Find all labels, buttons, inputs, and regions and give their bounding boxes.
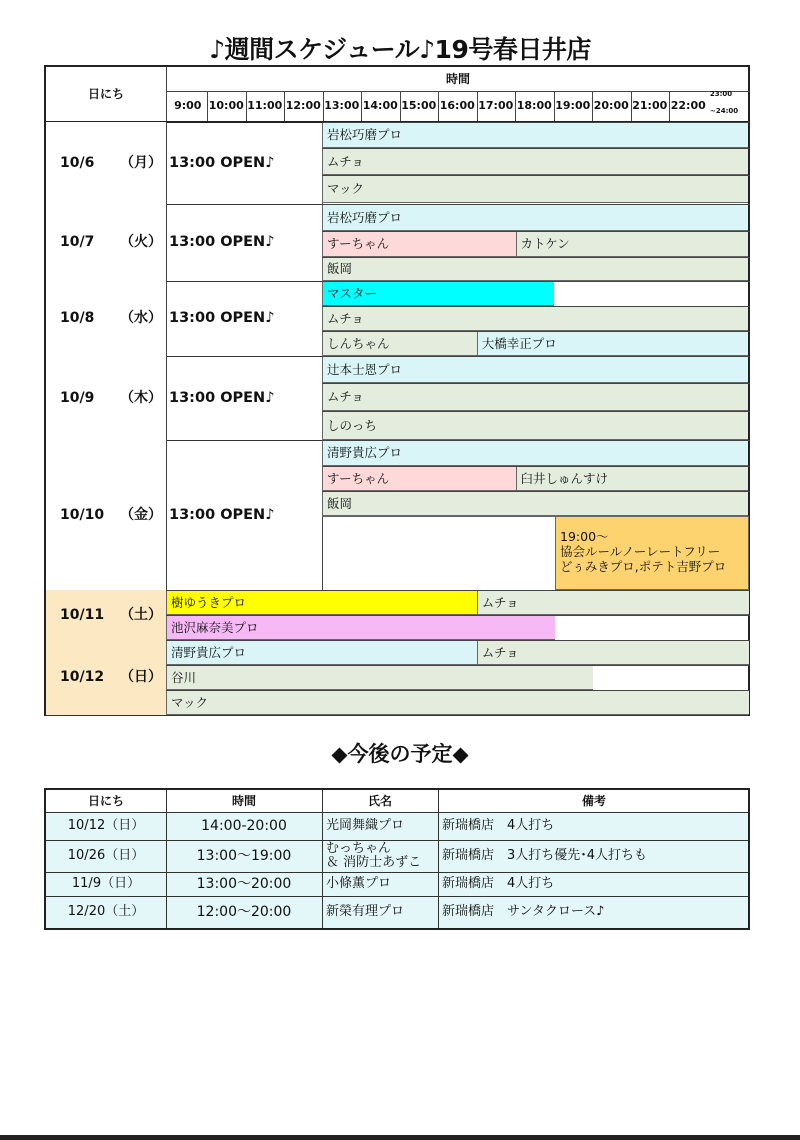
- future-date: 11/9（日）: [71, 876, 141, 891]
- row-line: [322, 175, 750, 176]
- shift-bar: 岩松巧磨プロ: [322, 122, 748, 148]
- future-name: 光岡舞織プロ: [326, 818, 405, 833]
- day-weekday: （火）: [120, 234, 162, 250]
- shift-bar: 飯岡: [322, 257, 748, 281]
- shift-bar: 辻本士恩プロ: [322, 356, 748, 383]
- hour-label: 13:00: [324, 99, 360, 112]
- future-header: 氏名: [367, 794, 392, 808]
- shift-bar: マック: [166, 690, 749, 715]
- future-time: 13:00～20:00: [196, 876, 292, 892]
- future-header: 時間: [231, 794, 256, 808]
- hour-divider: [284, 91, 285, 121]
- shift-bar: しのっち: [322, 411, 748, 440]
- shift-bar: ムチョ: [322, 148, 748, 175]
- hour-label: 11:00: [247, 99, 283, 112]
- day-open-label: 13:00 OPEN♪: [169, 234, 275, 250]
- row-line: [322, 356, 750, 357]
- hour-divider: [323, 91, 324, 121]
- event-text: どぅみきプロ,ポテト吉野プロ: [560, 559, 727, 574]
- future-note: 新瑞橋店 4人打ち: [442, 876, 555, 891]
- day-weekday: （金）: [120, 507, 162, 523]
- day-date: 10/6: [60, 155, 95, 171]
- hour-label: 19:00: [555, 99, 591, 112]
- shift-bar: 岩松巧磨プロ: [322, 204, 748, 231]
- shift-bar: 清野貴広プロ: [322, 440, 748, 466]
- day-date: 10/11: [60, 607, 105, 623]
- hour-divider: [246, 91, 247, 121]
- shift-bar: 池沢麻奈美プロ: [166, 615, 555, 640]
- shift-bar: 樹ゆうきプロ: [166, 590, 477, 615]
- day-date-divider: [166, 440, 167, 590]
- future-date: 10/12（日）: [67, 818, 145, 833]
- day-date: 10/7: [60, 234, 95, 250]
- hour-divider: [477, 91, 478, 121]
- day-date: 10/12: [60, 669, 105, 685]
- future-name: 新榮有理プロ: [326, 904, 405, 919]
- hour-label: 17:00: [478, 99, 514, 112]
- day-weekday: （月）: [120, 155, 162, 171]
- bottom-divider: [0, 1135, 800, 1140]
- event-empty: [322, 516, 555, 590]
- hour-label: 20:00: [593, 99, 629, 112]
- shift-bar: ムチョ: [322, 306, 748, 331]
- event-text: 19:00～: [560, 529, 609, 544]
- hour-label: 16:00: [439, 99, 475, 112]
- shift-bar: 臼井しゅんすけ: [516, 466, 748, 491]
- hour-divider: [554, 91, 555, 121]
- day-date: 10/10: [60, 507, 105, 523]
- day-open-label: 13:00 OPEN♪: [169, 390, 275, 406]
- hour-label: 14:00: [362, 99, 398, 112]
- time-column-header: 時間: [445, 72, 470, 86]
- row-line: [322, 306, 750, 307]
- shift-bar: しんちゃん: [322, 331, 477, 356]
- header-time-split: [166, 91, 750, 92]
- future-schedule-table: [44, 788, 750, 930]
- event-text: 協会ルールノーレートフリー: [560, 544, 721, 559]
- event-box: [555, 516, 749, 590]
- day-open-label: 13:00 OPEN♪: [169, 507, 275, 523]
- day-date: 10/8: [60, 310, 95, 326]
- shift-bar: 飯岡: [322, 491, 748, 516]
- day-date-cell: [46, 440, 166, 590]
- day-date-cell: [46, 281, 166, 356]
- hour-divider: [400, 91, 401, 121]
- row-line: [322, 281, 750, 282]
- shift-bar: ムチョ: [322, 383, 748, 411]
- row-line: [322, 331, 750, 332]
- hour-label: 18:00: [516, 99, 552, 112]
- day-date-divider: [166, 122, 167, 204]
- shift-bar: カトケン: [516, 231, 748, 257]
- hour-divider: [669, 91, 670, 121]
- page-title: ♪週間スケジュール♪19号春日井店: [209, 35, 591, 64]
- row-line: [166, 665, 750, 666]
- hour-label: 15:00: [401, 99, 437, 112]
- future-note: 新瑞橋店 4人打ち: [442, 818, 555, 833]
- note-2400: ~24:00: [710, 107, 739, 115]
- day-weekday: （土）: [120, 607, 162, 623]
- row-line: [322, 148, 750, 149]
- future-note: 新瑞橋店 サンタクロース♪: [442, 904, 605, 919]
- hour-label: 10:00: [208, 99, 244, 112]
- future-header: 日にち: [87, 794, 124, 808]
- note-2300: 23:00: [709, 90, 733, 98]
- day-date-cell: [46, 122, 166, 204]
- future-name: むっちゃん: [326, 841, 392, 856]
- future-time: 12:00～20:00: [196, 904, 292, 920]
- future-header: 備考: [581, 794, 606, 808]
- day-weekday: （日）: [120, 669, 162, 685]
- day-weekday: （木）: [120, 390, 162, 406]
- row-line: [322, 440, 750, 441]
- day-date: 10/9: [60, 390, 95, 406]
- day-date-cell: [46, 640, 166, 715]
- day-date-divider: [166, 356, 167, 440]
- hour-divider: [361, 91, 362, 121]
- day-date-cell: [46, 204, 166, 281]
- row-line: [322, 231, 750, 232]
- date-column-header: 日にち: [87, 87, 124, 101]
- row-line: [322, 383, 750, 384]
- row-line: [322, 257, 750, 258]
- row-line: [322, 122, 750, 123]
- day-open-label: 13:00 OPEN♪: [169, 310, 275, 326]
- hour-divider: [515, 91, 516, 121]
- day-date-divider: [166, 204, 167, 281]
- row-line: [322, 411, 750, 412]
- date-col-divider: [166, 67, 167, 121]
- hour-label: 21:00: [632, 99, 668, 112]
- shift-bar: マスター: [322, 281, 554, 306]
- shift-bar: すーちゃん: [322, 466, 516, 491]
- shift-bar: 谷川: [166, 665, 593, 690]
- future-time: 13:00～19:00: [196, 848, 292, 864]
- day-date-cell: [46, 590, 166, 640]
- future-name-2: ＆ 消防士あずこ: [326, 855, 422, 870]
- day-open-label: 13:00 OPEN♪: [169, 155, 275, 171]
- shift-bar: 大橋幸正プロ: [477, 331, 748, 356]
- shift-bar: すーちゃん: [322, 231, 516, 257]
- hour-label: 9:00: [174, 99, 202, 112]
- row-line: [322, 466, 750, 467]
- shift-bar: マック: [322, 175, 748, 203]
- future-name: 小條薫プロ: [326, 876, 392, 891]
- hour-divider: [631, 91, 632, 121]
- hour-divider: [592, 91, 593, 121]
- weekly-schedule-table: [44, 65, 750, 716]
- row-line: [166, 640, 750, 641]
- row-line: [322, 204, 750, 205]
- shift-bar: ムチョ: [477, 640, 749, 665]
- day-date-cell: [46, 356, 166, 440]
- future-note: 新瑞橋店 3人打ち優先･4人打ちも: [442, 848, 648, 863]
- hour-divider: [207, 91, 208, 121]
- shift-bar: ムチョ: [477, 590, 749, 615]
- hour-label: 12:00: [285, 99, 321, 112]
- row-line: [166, 615, 750, 616]
- day-weekday: （水）: [120, 310, 162, 326]
- row-line: [166, 590, 750, 591]
- future-date: 12/20（土）: [67, 904, 145, 919]
- row-line: [322, 491, 750, 492]
- future-date: 10/26（日）: [67, 848, 145, 863]
- row-line: [166, 690, 750, 691]
- shift-bar: 清野貴広プロ: [166, 640, 477, 665]
- day-bottom-line: [46, 715, 748, 716]
- future-time: 14:00-20:00: [201, 818, 287, 834]
- hour-label: 22:00: [670, 99, 706, 112]
- future-title: ◆今後の予定◆: [331, 742, 469, 766]
- hour-divider: [438, 91, 439, 121]
- day-date-divider: [166, 281, 167, 356]
